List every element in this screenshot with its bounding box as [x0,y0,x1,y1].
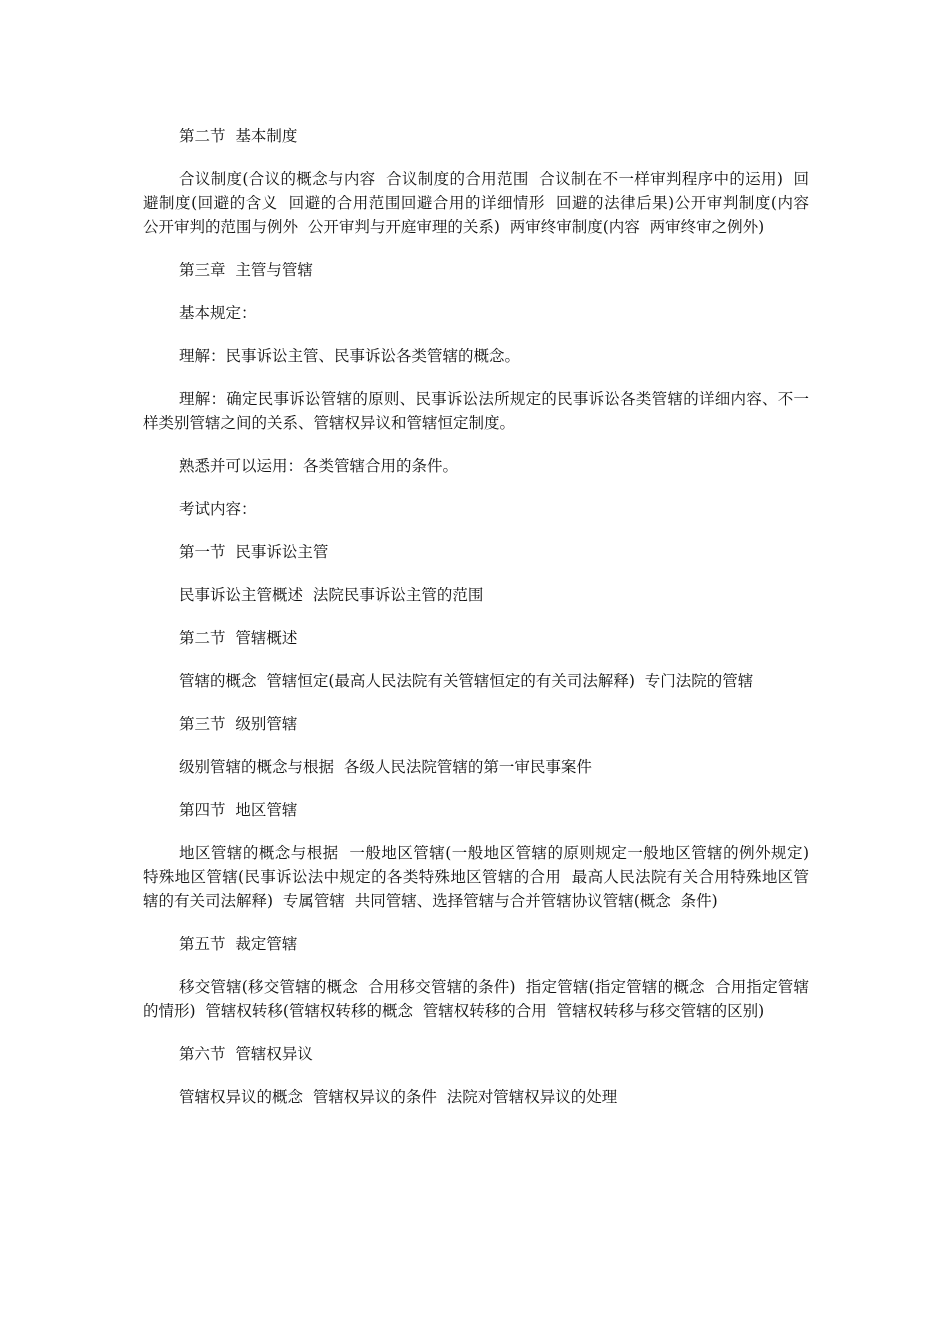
body-paragraph: 移交管辖(移交管辖的概念 合用移交管辖的条件) 指定管辖(指定管辖的概念 合用指定管辖的情形) 管辖权转移(管辖权转移的概念 管辖权转移的合用 管辖权转移与移交管辖的区别) [143,978,809,1020]
body-paragraph: 考试内容： [179,500,257,518]
body-paragraph: 管辖权异议的概念 管辖权异议的条件 法院对管辖权异议的处理 [179,1088,618,1106]
body-paragraph: 熟悉并可以运用：各类管辖合用的条件。 [179,457,459,475]
body-paragraph: 级别管辖的概念与根据 各级人民法院管辖的第一审民事案件 [179,758,592,776]
section-heading: 第三节 级别管辖 [179,715,298,733]
body-paragraph: 理解：民事诉讼主管、民事诉讼各类管辖的概念。 [179,347,521,365]
section-heading: 第五节 裁定管辖 [179,935,298,953]
chapter-heading: 第三章 主管与管辖 [179,261,313,279]
body-paragraph: 地区管辖的概念与根据 一般地区管辖(一般地区管辖的原则规定一般地区管辖的例外规定) 特殊地区管辖(民事诉讼法中规定的各类特殊地区管辖的合用 最高人民法院有关合用特殊地区管辖的有关司法解释) 专属管辖 共同管辖、选择管辖与合并管辖协议管辖(概念 条件) [143,844,819,910]
section-heading: 第二节 基本制度 [179,127,298,145]
body-paragraph: 管辖的概念 管辖恒定(最高人民法院有关管辖恒定的有关司法解释) 专门法院的管辖 [179,672,754,690]
section-heading: 第四节 地区管辖 [179,801,298,819]
section-heading: 第六节 管辖权异议 [179,1045,313,1063]
section-heading: 第一节 民事诉讼主管 [179,543,329,561]
section-heading: 第二节 管辖概述 [179,629,298,647]
body-paragraph: 合议制度(合议的概念与内容 合议制度的合用范围 合议制在不一样审判程序中的运用) 回避制度(回避的含义 回避的合用范围回避合用的详细情形 回避的法律后果)公开审判制度(内容 公开审判的范围与例外 公开审判与开庭审理的关系) 两审终审制度(内容 两审终审之例外) [143,170,819,236]
body-paragraph: 民事诉讼主管概述 法院民事诉讼主管的范围 [179,586,484,604]
body-paragraph: 基本规定： [179,304,257,322]
document-page [143,124,819,1128]
body-paragraph: 理解：确定民事诉讼管辖的原则、民事诉讼法所规定的民事诉讼各类管辖的详细内容、不一样类别管辖之间的关系、管辖权异议和管辖恒定制度。 [143,390,809,432]
